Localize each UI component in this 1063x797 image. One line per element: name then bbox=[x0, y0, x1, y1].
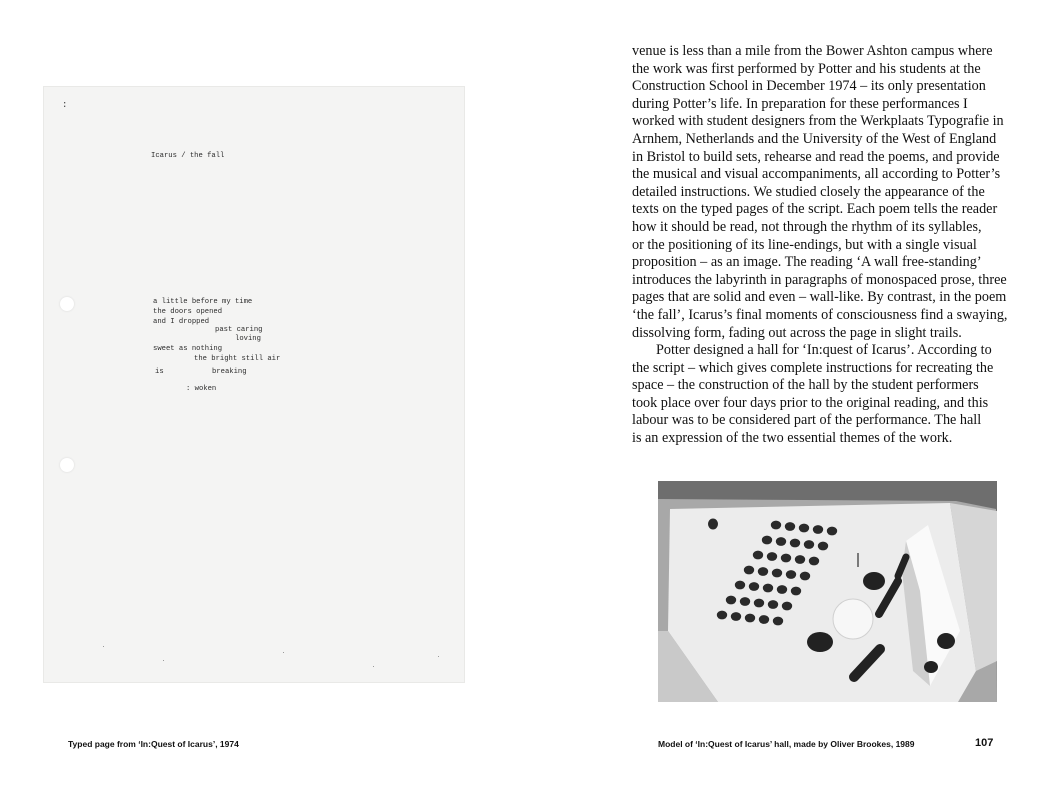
body-line: space – the construction of the hall by the student performers bbox=[632, 377, 979, 394]
model-disc bbox=[791, 587, 801, 596]
model-disc bbox=[740, 597, 750, 606]
body-line: how it should be read, not through the rhythm of its syllables, bbox=[632, 218, 982, 235]
model-disc bbox=[809, 557, 819, 566]
body-line: is an expression of the two essential themes of the work. bbox=[632, 430, 953, 447]
caption-typed-page: Typed page from ‘In:Quest of Icarus’, 1974 bbox=[68, 739, 239, 749]
body-line: the work was first performed by Potter and his students at the bbox=[632, 60, 981, 77]
typed-corner-mark: : bbox=[62, 100, 68, 110]
typed-line: loving bbox=[235, 335, 261, 343]
paper-speck bbox=[103, 646, 104, 647]
model-disc bbox=[726, 596, 736, 605]
typed-line: sweet as nothing bbox=[153, 345, 223, 353]
model-disc bbox=[782, 602, 792, 611]
model-disc bbox=[781, 554, 791, 563]
model-disc bbox=[818, 542, 828, 551]
model-disc bbox=[827, 527, 837, 536]
page-number: 107 bbox=[975, 737, 994, 749]
body-line: Construction School in December 1974 – its only presentation bbox=[632, 78, 986, 95]
body-line: detailed instructions. We studied closely the appearance of the bbox=[632, 183, 985, 200]
body-line: pages that are solid and even – wall-like. By contrast, in the poem bbox=[632, 289, 1007, 306]
model-disc bbox=[749, 582, 759, 591]
typed-line: the doors opened bbox=[153, 308, 223, 316]
model-disc bbox=[776, 537, 786, 546]
body-line: dissolving form, fading out across the page in slight trails. bbox=[632, 324, 962, 341]
typed-line: the bright still air bbox=[194, 355, 281, 363]
typed-line: past caring bbox=[215, 326, 263, 334]
model-disc bbox=[758, 567, 768, 576]
model-disc bbox=[772, 569, 782, 578]
typed-poem-title: Icarus / the fall bbox=[151, 152, 225, 160]
model-disc bbox=[768, 600, 778, 609]
model-disc bbox=[717, 611, 727, 620]
model-disc bbox=[744, 566, 754, 575]
typed-line: and I dropped bbox=[153, 318, 210, 326]
caption-model-photo: Model of ‘In:Quest of Icarus’ hall, made by Oliver Brookes, 1989 bbox=[658, 739, 915, 749]
typed-line: breaking bbox=[212, 368, 247, 376]
model-disc bbox=[795, 555, 805, 564]
model-disc bbox=[767, 552, 777, 561]
model-disc bbox=[708, 519, 718, 530]
body-line: the script – which gives complete instructions for recreating the bbox=[632, 359, 994, 376]
paper-speck bbox=[163, 660, 164, 661]
body-line: or the positioning of its line-endings, but with a single visual bbox=[632, 236, 977, 253]
model-disc bbox=[763, 584, 773, 593]
model-disc bbox=[800, 572, 810, 581]
paper-speck bbox=[373, 666, 374, 667]
typed-line: : woken bbox=[186, 385, 217, 393]
body-line: took place over four days prior to the original reading, and this bbox=[632, 394, 989, 411]
model-disc bbox=[762, 536, 772, 545]
body-line: in Bristol to build sets, rehearse and read the poems, and provide bbox=[632, 148, 1000, 165]
model-disc bbox=[773, 617, 783, 626]
punch-hole-upper bbox=[60, 297, 74, 311]
model-photo bbox=[658, 481, 997, 702]
body-line: worked with student designers from the Werkplaats Typografie in bbox=[632, 113, 1004, 130]
body-line: proposition – as an image. The reading ‘A wall free-standing’ bbox=[632, 254, 982, 271]
model-disc bbox=[759, 615, 769, 624]
body-line: the musical and visual accompaniments, all according to Potter’s bbox=[632, 166, 1001, 183]
body-line: Arnhem, Netherlands and the University of the West of England bbox=[632, 130, 997, 147]
body-line: texts on the typed pages of the script. Each poem tells the reader bbox=[632, 201, 998, 218]
model-disc bbox=[754, 599, 764, 608]
punch-hole-lower bbox=[60, 458, 74, 472]
model-illustration bbox=[658, 481, 997, 702]
paper-speck bbox=[283, 652, 284, 653]
model-disc bbox=[786, 570, 796, 579]
body-text bbox=[632, 43, 1022, 448]
body-line: introduces the labyrinth in paragraphs of monospaced prose, three bbox=[632, 271, 1007, 288]
model-disc bbox=[790, 539, 800, 548]
paper-speck bbox=[438, 656, 439, 657]
model-disc bbox=[753, 551, 763, 560]
model-disc bbox=[785, 522, 795, 531]
model-disc bbox=[799, 524, 809, 533]
model-disc bbox=[745, 614, 755, 623]
model-disc bbox=[771, 521, 781, 530]
typed-page-image bbox=[43, 86, 465, 683]
body-line: Potter designed a hall for ‘In:quest of Icarus’. According to bbox=[656, 342, 992, 359]
model-disc bbox=[777, 585, 787, 594]
model-disc bbox=[735, 581, 745, 590]
typed-line: a little before my time bbox=[153, 298, 253, 306]
body-line: during Potter’s life. In preparation for these performances I bbox=[632, 95, 968, 112]
model-disc bbox=[804, 540, 814, 549]
body-line: labour was to be considered part of the performance. The hall bbox=[632, 412, 982, 429]
model-disc bbox=[813, 525, 823, 534]
body-line: venue is less than a mile from the Bower Ashton campus where bbox=[632, 43, 993, 59]
model-disc bbox=[731, 612, 741, 621]
typed-line: is bbox=[155, 368, 164, 376]
body-line: ‘the fall’, Icarus’s final moments of consciousness find a swaying, bbox=[632, 306, 1008, 323]
